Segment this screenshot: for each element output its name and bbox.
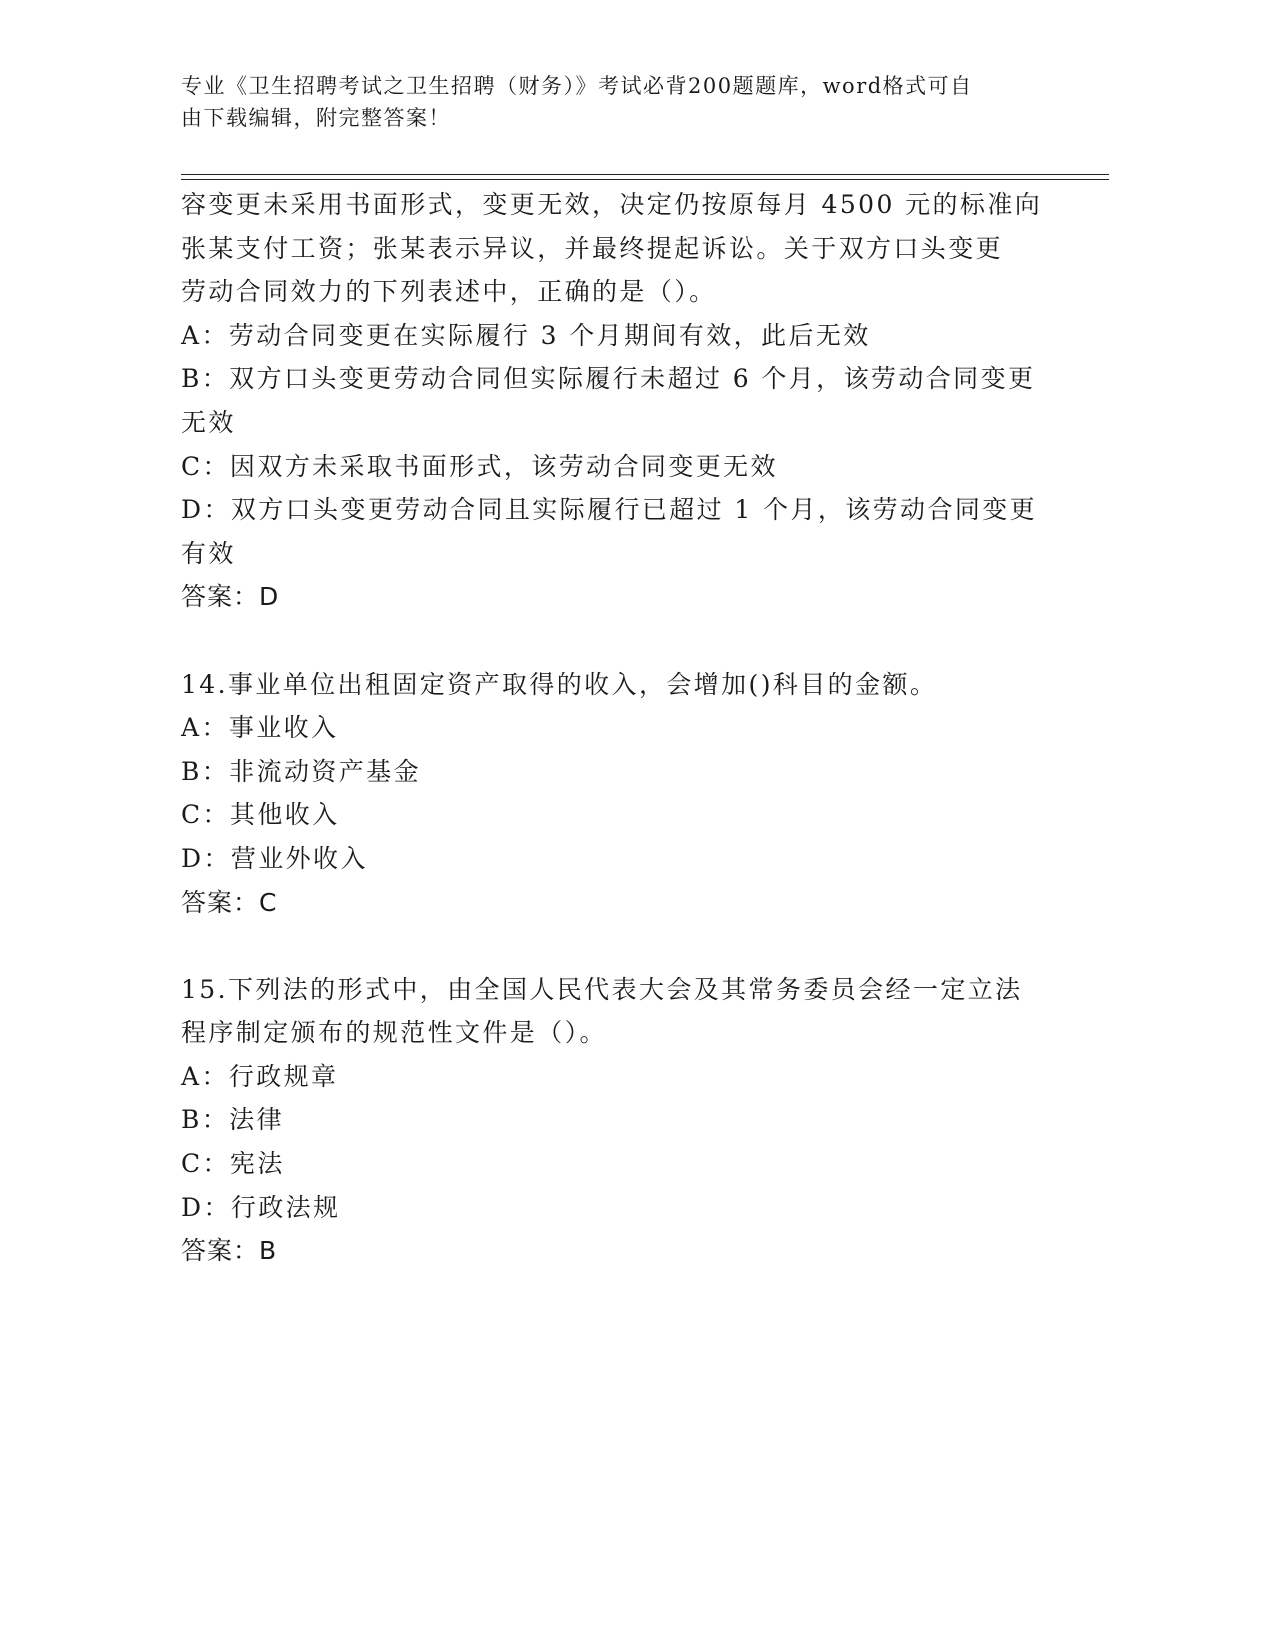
question-14	[181, 663, 1061, 925]
option-d: D：行政法规	[181, 1192, 341, 1222]
header-line-1: 专业《卫生招聘考试之卫生招聘（财务）》考试必背200题题库，word格式可自	[181, 74, 973, 98]
header-divider-bottom	[181, 179, 1109, 180]
option-a: A：行政规章	[181, 1061, 339, 1091]
option-b-continued: 无效	[181, 407, 236, 437]
header-line-2: 由下载编辑，附完整答案！	[181, 106, 451, 130]
question-stem-line: 张某支付工资；张某表示异议，并最终提起诉讼。关于双方口头变更	[181, 233, 1004, 263]
answer-line: 答案：B	[181, 1236, 278, 1266]
answer-line: 答案：C	[181, 887, 278, 917]
question-15	[181, 968, 1061, 1273]
option-b: B：法律	[181, 1105, 284, 1135]
document-header	[181, 70, 1041, 134]
question-13	[181, 183, 1061, 619]
option-d: D：双方口头变更劳动合同且实际履行已超过 1 个月，该劳动合同变更	[181, 495, 1038, 525]
question-stem: 14.事业单位出租固定资产取得的收入，会增加()科目的金额。	[181, 669, 938, 699]
question-stem-line: 容变更未采用书面形式，变更无效，决定仍按原每月 4500 元的标准向	[181, 190, 1043, 219]
option-a: A：劳动合同变更在实际履行 3 个月期间有效，此后无效	[181, 320, 871, 350]
answer-line: 答案：D	[181, 582, 280, 612]
question-list	[181, 183, 1061, 1273]
option-c: C：其他收入	[181, 800, 340, 830]
question-stem-line: 15.下列法的形式中，由全国人民代表大会及其常务委员会经一定立法	[181, 974, 1023, 1004]
option-a: A：事业收入	[181, 713, 339, 743]
option-c: C：因双方未采取书面形式，该劳动合同变更无效	[181, 451, 778, 481]
header-divider-top	[181, 174, 1109, 175]
option-d: D：营业外收入	[181, 843, 368, 873]
option-d-continued: 有效	[181, 538, 236, 568]
option-b: B：非流动资产基金	[181, 756, 421, 786]
option-b: B：双方口头变更劳动合同但实际履行未超过 6 个月，该劳动合同变更	[181, 364, 1036, 394]
question-stem-line: 劳动合同效力的下列表述中，正确的是（）。	[181, 277, 717, 307]
option-c: C：宪法	[181, 1149, 285, 1179]
question-stem-line: 程序制定颁布的规范性文件是（）。	[181, 1018, 607, 1048]
